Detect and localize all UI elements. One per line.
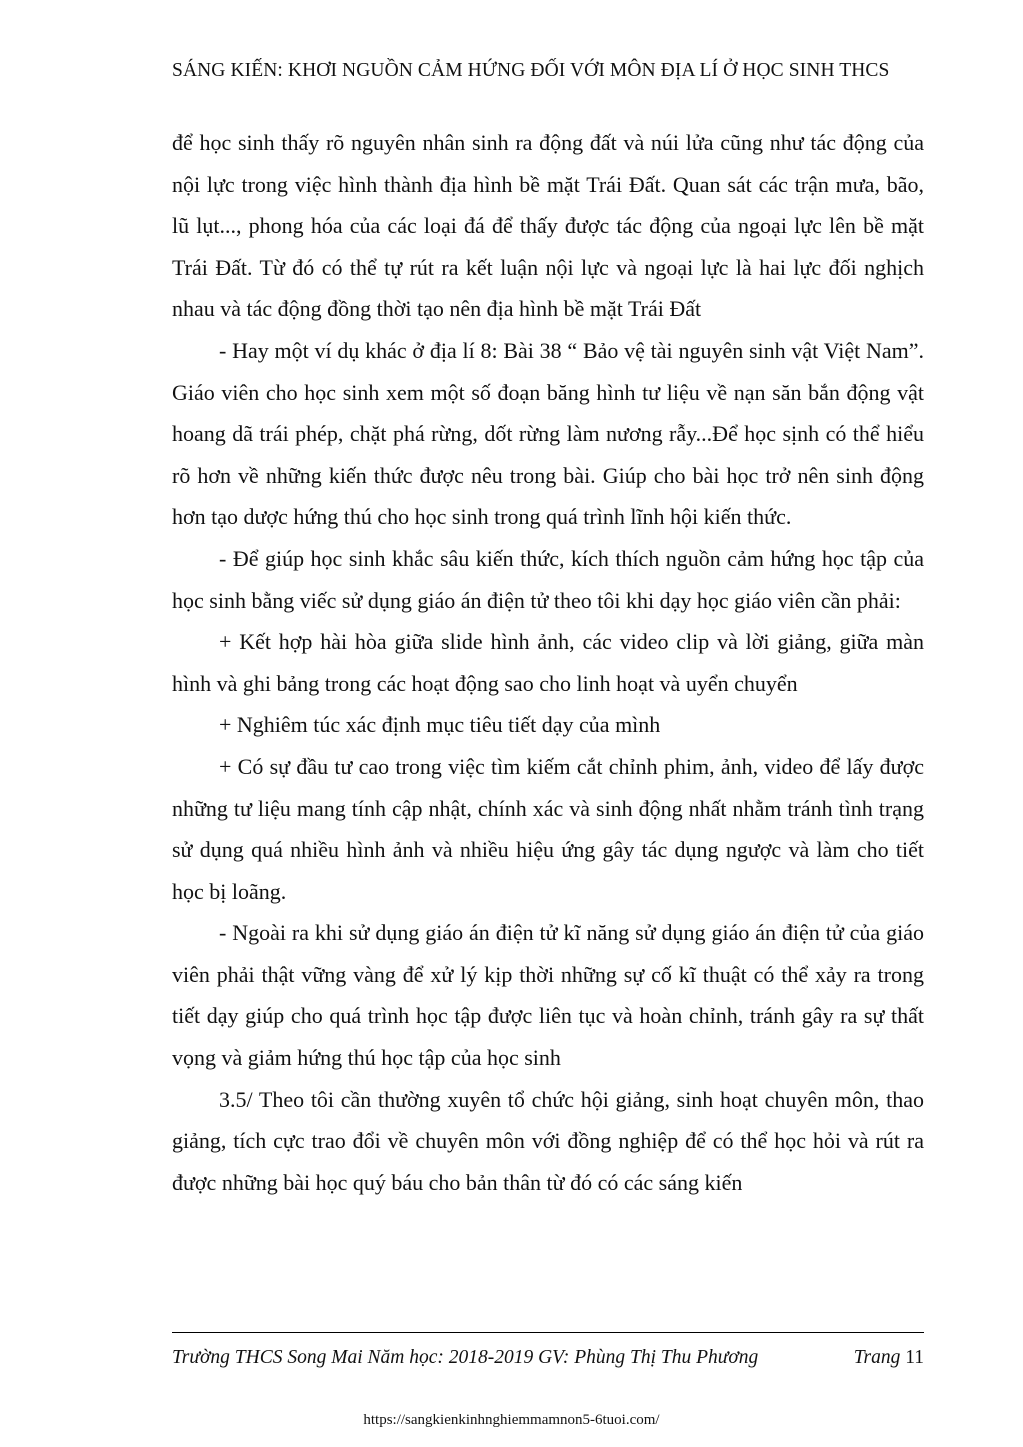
paragraph: + Kết hợp hài hòa giữa slide hình ảnh, các video clip và lời giảng, giữa màn hình và ghi bảng trong các hoạt động sao cho linh hoạt và uyển chuyển [172, 629, 924, 696]
page-header: SÁNG KIẾN: KHƠI NGUỒN CẢM HỨNG ĐỐI VỚI MÔN ĐỊA LÍ Ở HỌC SINH THCS [172, 60, 890, 81]
paragraph: + Có sự đầu tư cao trong việc tìm kiếm cắt chỉnh phim, ảnh, video để lấy được những tư liệu mang tính cập nhật, chính xác và sinh động nhất nhằm tránh tình trạng sử dụng quá nhiều hình ảnh và nhiều hiệu ứng gây tác dụng ngược và làm cho tiết học bị loãng. [172, 753, 924, 904]
paragraph: - Ngoài ra khi sử dụng giáo án điện tử kĩ năng sử dụng giáo án điện tử của giáo viên phải thật vững vàng để xử lý kịp thời những sự cố kĩ thuật có thể xảy ra trong tiết dạy giúp cho quá trình học tập được liên tục và hoàn chỉnh, tránh gây ra sự thất vọng và giảm hứng thú học tập của học sinh [172, 920, 924, 1071]
page-number-block [854, 1347, 924, 1369]
document-body [172, 122, 924, 1203]
footer-divider [172, 1332, 924, 1333]
paragraph: - Để giúp học sinh khắc sâu kiến thức, kích thích nguồn cảm hứng học tập của học sinh bằng viếc sử dụng giáo án điện tử theo tôi khi dạy học giáo viên cần phải: [172, 545, 924, 613]
paragraph: - Hay một ví dụ khác ở địa lí 8: Bài 38 “ Bảo vệ tài nguyên sinh vật Việt Nam”. Giáo viên cho học sinh xem một số đoạn băng hình tư liệu về nạn săn bắn động vật hoang dã trái phép, chặt phá rừng, dốt rừng làm nương rẫy...Để học sịnh có thể hiểu rõ hơn về những kiến thức được nêu trong bài. Giúp cho bài học trở nên sinh động hơn tạo dược hứng thú cho học sinh trong quá trình lĩnh hội kiến thức. [172, 337, 924, 530]
paragraph: 3.5/ Theo tôi cần thường xuyên tổ chức hội giảng, sinh hoạt chuyên môn, thao giảng, tích cực trao đổi về chuyên môn với đồng nghiệp để có thể học hỏi và rút ra được những bài học quý báu cho bản thân từ đó có các sáng kiến [172, 1086, 924, 1195]
paragraph: để học sinh thấy rõ nguyên nhân sinh ra động đất và núi lửa cũng như tác động của nội lực trong việc hình thành địa hình bề mặt Trái Đất. Quan sát các trận mưa, bão, lũ lụt..., phong hóa của các loại đá để thấy được tác động của ngoại lực lên bề mặt Trái Đất. Từ đó có thể tự rút ra kết luận nội lực và ngoại lực là hai lực đối nghịch nhau và tác động đồng thời tạo nên địa hình bề mặt Trái Đất [172, 130, 924, 322]
paragraph: + Nghiêm túc xác định mục tiêu tiết dạy của mình [219, 712, 661, 738]
page-label: Trang [853, 1347, 901, 1368]
footer-info: Trường THCS Song Mai Năm học: 2018-2019 GV: Phùng Thị Thu Phương [172, 1347, 759, 1368]
page-footer [172, 1347, 924, 1369]
page-number: 11 [905, 1347, 924, 1368]
source-url[interactable]: https://sangkienkinhnghiemmamnon5-6tuoi.com/ [363, 1412, 660, 1428]
